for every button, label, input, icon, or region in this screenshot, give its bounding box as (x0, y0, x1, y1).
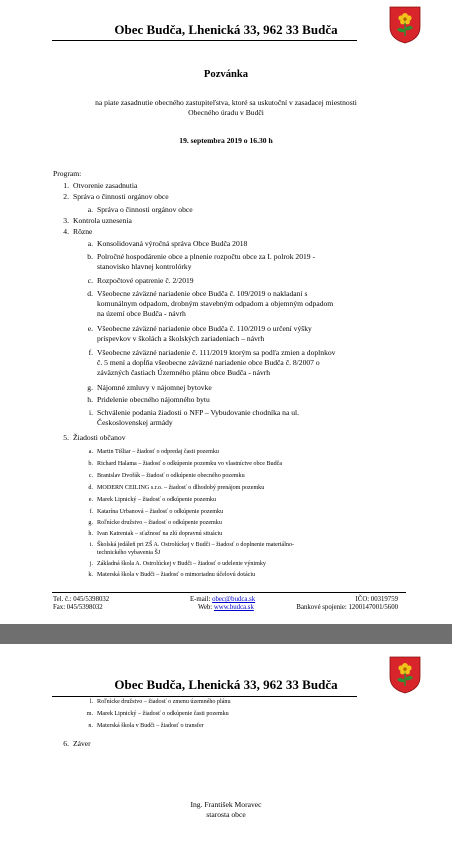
item-text: Katarína Urbanová – žiadosť o odkúpenie pozemku (97, 509, 224, 515)
item-text-line: záväzných častiach Územného plánu obce Budča - návrh (97, 368, 271, 378)
invitation-intro-line1: na piate zasadnutie obecného zastupiteľstva, ktoré sa uskutoční v zasadacej miestnosti (95, 98, 357, 107)
item-number: j. (89, 561, 93, 567)
meeting-date: 19. septembra 2019 o 16.30 h (179, 136, 273, 145)
agenda-item (53, 433, 373, 443)
item-text: Roľnícke družstvo – žiadosť o odkúpenie pozemku (97, 520, 222, 526)
agenda-subitem (79, 560, 369, 568)
item-number: b. (88, 461, 93, 467)
agenda-subitem (79, 722, 369, 730)
item-text (97, 348, 369, 379)
footer-email-link[interactable]: obec@budca.sk (212, 596, 256, 603)
footer-web-label: Web: (198, 604, 213, 611)
item-number: h. (87, 395, 93, 404)
footer-rule (52, 592, 406, 593)
item-text: Pridelenie obecného nájomného bytu (97, 395, 210, 404)
closing-number: 6. (63, 739, 69, 748)
item-number: k. (88, 572, 93, 578)
item-text: Ivan Katreniak – sťažnosť na zlú dopravnú situáciu (97, 531, 223, 537)
item-text: Materská škola v Budči – žiadosť o transfer (97, 723, 204, 729)
header-rule-page2 (52, 696, 357, 697)
item-number: 1. (63, 181, 69, 190)
program-label: Program: (53, 169, 82, 178)
agenda-item (53, 216, 373, 226)
agenda-subitem (79, 239, 369, 249)
item-text: Branislav Dvořák – žiadosť o odkúpenie obecného pozemku (97, 473, 245, 479)
agenda-item (53, 192, 373, 202)
item-text-line: Polročné hospodárenie obce a plnenie rozpočtu obce za I. polrok 2019 - (97, 252, 316, 261)
item-text-line: Všeobecne záväzné nariadenie obce Budča č. 110/2019 o určení výšky (97, 324, 312, 333)
footer-fax: Fax: 045/5398032 (53, 604, 103, 611)
agenda-subitem (79, 484, 369, 492)
agenda-subitem (79, 205, 369, 215)
item-number: d. (88, 485, 93, 491)
footer-bank: Bankové spojenie: 1200147001/5600 (296, 604, 398, 611)
agenda-item (53, 227, 373, 237)
item-text: Richard Halama – žiadosť o odkúpenie pozemku vo vlastníctve obce Budča (97, 461, 283, 467)
agenda-subitem (79, 710, 369, 718)
item-number: c. (87, 276, 93, 285)
item-text (97, 541, 369, 558)
item-number: d. (87, 289, 93, 298)
agenda-item (53, 181, 373, 191)
agenda-subitem (79, 395, 369, 405)
item-number: g. (88, 520, 93, 526)
footer-ico: IČO: 00319759 (355, 596, 398, 603)
item-text: MODERN CEILING s.r.o. – žiadosť o dlhodobý prenájom pozemku (97, 485, 265, 491)
item-number: 3. (63, 216, 69, 225)
agenda-subitem (79, 530, 369, 538)
item-text: Otvorenie zasadnutia (73, 181, 138, 190)
agenda-subitem (79, 289, 369, 320)
item-text: Správa o činnosti orgánov obce (73, 192, 169, 201)
document-page-2 (0, 644, 452, 841)
item-text-line: stanovisko hlavnej kontrolórky (97, 262, 192, 272)
item-text: Rozpočtové opatrenie č. 2/2019 (97, 276, 194, 285)
page-gap (0, 624, 452, 644)
item-text: Marek Lipnický – žiadosť o odkúpenie časti pozemku (97, 711, 229, 717)
item-number: h. (88, 531, 93, 537)
item-text: Nájomné zmluvy v nájomnej bytovke (97, 383, 212, 392)
item-text-line: č. 5 mení a dopĺňa všeobecne záväzné nariadenie obce Budča č. 8/2007 o (97, 358, 320, 368)
item-text-line: komunálnym odpadom, drobným stavebným odpadom a objemným odpadom (97, 299, 334, 309)
item-text: Konsolidovaná výročná správa Obce Budča 2018 (97, 239, 248, 248)
item-text-line: príspevkov v školách a školských zariadeniach – návrh (97, 334, 265, 344)
item-text-line: na území obce Budča - návrh (97, 309, 186, 319)
agenda-subitem (79, 348, 369, 379)
item-number: n. (88, 723, 93, 729)
agenda-subitem (79, 519, 369, 527)
item-number: 2. (63, 192, 69, 201)
item-number: a. (88, 449, 93, 455)
item-number: m. (86, 711, 93, 717)
item-text: Marek Lipnický – žiadosť o odkúpenie pozemku (97, 497, 217, 503)
agenda-subitem (79, 472, 369, 480)
municipality-header-page2: Obec Budča, Lhenická 33, 962 33 Budča (114, 677, 338, 692)
signature-role: starosta obce (206, 810, 246, 819)
agenda-subitem (79, 541, 369, 558)
agenda-subitem (79, 383, 369, 393)
item-number: c. (88, 473, 93, 479)
municipality-header: Obec Budča, Lhenická 33, 962 33 Budča (114, 22, 338, 37)
item-text: Rôzne (73, 227, 93, 236)
item-text-line: technického vybavenia ŠJ (97, 550, 161, 557)
footer-email-label: E-mail: (190, 596, 211, 603)
item-text: Martin Tišliar – žiadosť o odpredaj časti pozemku (97, 449, 219, 455)
item-number: 5. (63, 433, 69, 442)
signature-name: Ing. František Moravec (190, 800, 262, 809)
item-text: Roľnícke družstvo – žiadosť o zmenu územného plánu (97, 699, 231, 705)
item-text (97, 289, 369, 320)
agenda-subitem (79, 408, 369, 428)
agenda-subitem (79, 324, 369, 344)
item-number: b. (87, 252, 93, 261)
item-text-line: Schválenie podania žiadosti o NFP – Vybudovanie chodníka na ul. (97, 408, 300, 417)
item-text-line: Všeobecne záväzné nariadenie č. 111/2019 ktorým sa podľa zmien a doplnkov (97, 348, 336, 357)
agenda-subitem (79, 508, 369, 516)
coat-of-arms-icon (389, 6, 421, 44)
footer-phone: Tel. č.: 045/5398032 (53, 596, 110, 603)
footer-web-link[interactable]: www.budca.sk (213, 604, 254, 611)
item-text (97, 324, 369, 344)
item-text (97, 408, 369, 428)
item-text: Správa o činnosti orgánov obce (97, 205, 193, 214)
item-text: Kontrola uznesenia (73, 216, 132, 225)
item-number: g. (87, 383, 93, 392)
agenda-subitem (79, 496, 369, 504)
item-number: i. (89, 542, 93, 548)
item-number: a. (87, 205, 93, 214)
agenda-subitem (79, 571, 369, 579)
item-number: l. (89, 699, 93, 705)
agenda-subitem (79, 460, 369, 468)
agenda-subitem (79, 276, 369, 286)
closing-item (53, 739, 373, 749)
item-text: Žiadosti občanov (73, 433, 126, 442)
item-number: f. (88, 348, 93, 357)
agenda-subitem (79, 448, 369, 456)
footer-web-line (198, 604, 254, 612)
item-number: f. (89, 509, 93, 515)
closing-text: Záver (73, 739, 91, 748)
invitation-intro-line2: Obecného úradu v Budči (188, 108, 264, 117)
agenda-subitem (79, 252, 369, 272)
item-text: Základná škola A. Ostrolúckej v Budči – žiadosť o udelenie výnimky (97, 561, 266, 567)
item-number: e. (88, 497, 93, 503)
invitation-heading: Pozvánka (203, 69, 249, 80)
item-text-line: Školská jedáleň pri ZŠ A. Ostrolúckej v Budči – žiadosť o doplnenie materiálno- (97, 542, 295, 548)
agenda-subitem (79, 698, 369, 706)
item-text-line: Všeobecne záväzné nariadenie obce Budča č. 109/2019 o nakladaní s (97, 289, 308, 298)
item-text (97, 252, 369, 272)
item-text-line: Československej armády (97, 418, 173, 428)
item-number: e. (87, 324, 93, 333)
coat-of-arms-icon (389, 656, 421, 694)
item-number: i. (88, 408, 93, 417)
header-rule (52, 40, 357, 41)
item-number: a. (87, 239, 93, 248)
item-number: 4. (63, 227, 69, 236)
item-text: Materská škola v Budči – žiadosť o mimoriadnu účelovú dotáciu (97, 572, 256, 578)
